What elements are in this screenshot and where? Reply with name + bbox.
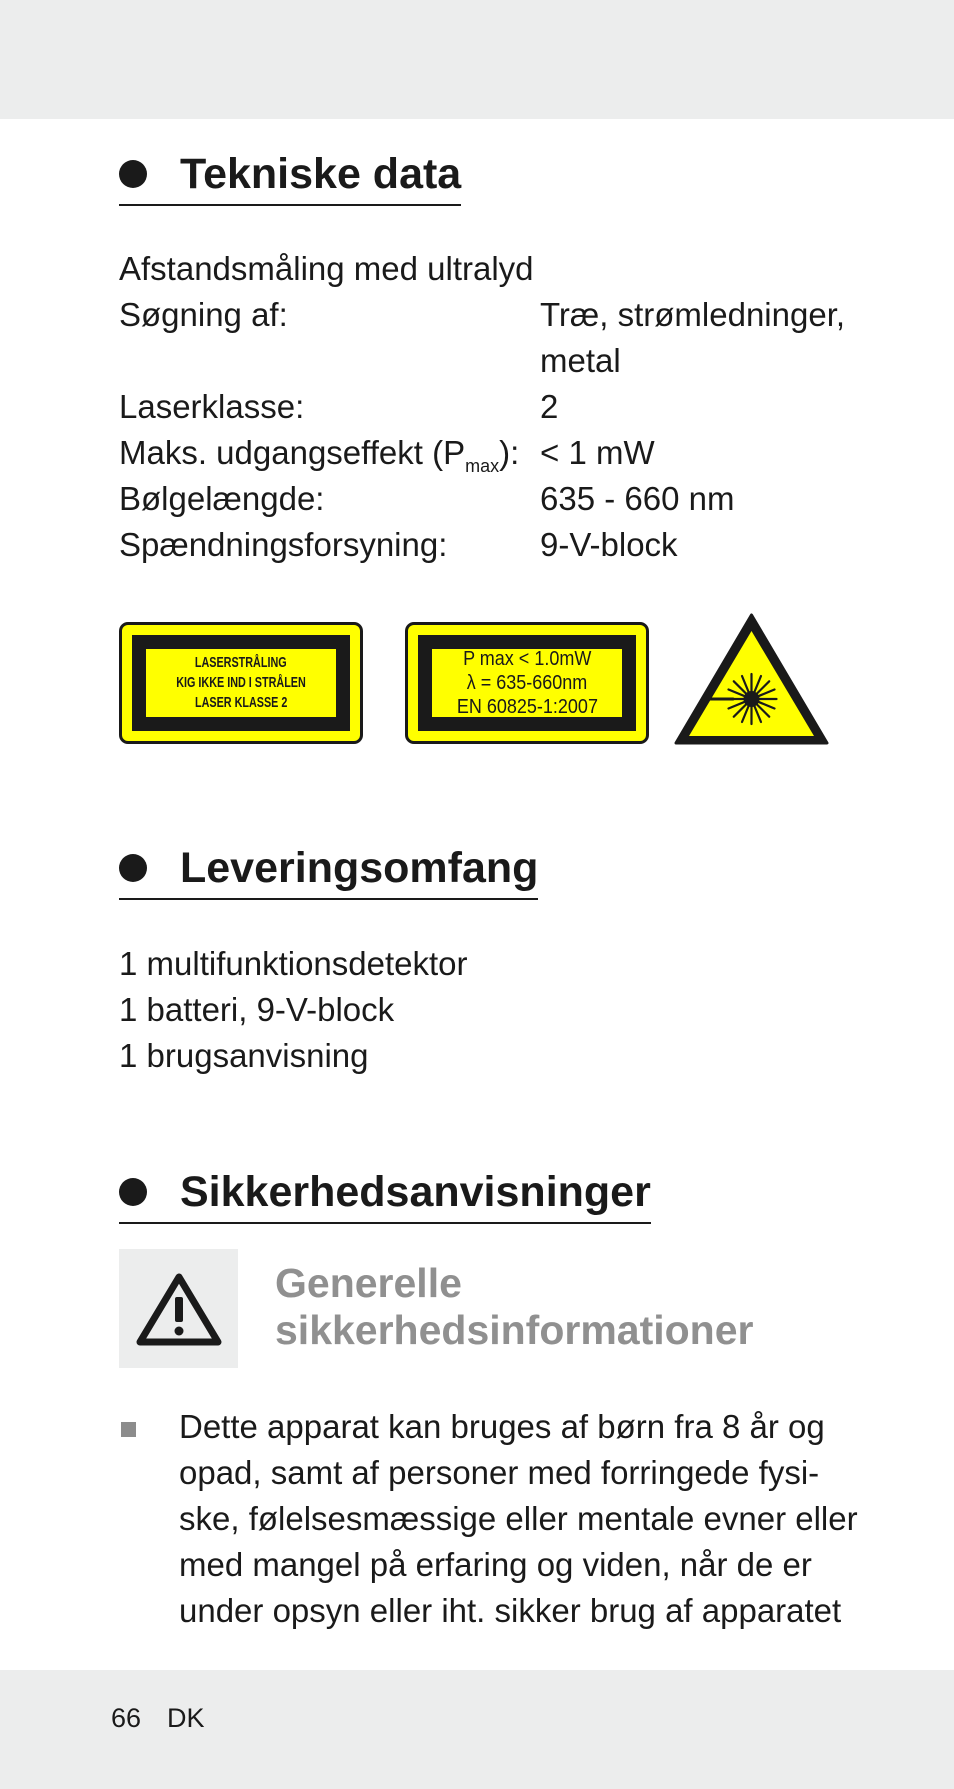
spec-label-pre: Maks. udgangseffekt (P bbox=[119, 434, 466, 471]
spec-label: Bølgelængde: bbox=[119, 480, 325, 517]
laser-spec-line: EN 60825-1:2007 bbox=[456, 696, 598, 718]
language-code: DK bbox=[167, 1703, 205, 1733]
laser-spec-line: λ = 635-660nm bbox=[466, 672, 588, 694]
laser-warning-label-frame bbox=[132, 635, 350, 731]
top-band bbox=[0, 0, 954, 119]
laser-spec-line: P max < 1.0mW bbox=[462, 648, 592, 670]
subheading-line: sikkerhedsinformationer bbox=[275, 1307, 754, 1353]
section-heading-safety bbox=[119, 1166, 651, 1224]
paragraph-line: med mangel på erfaring og viden, når de er bbox=[179, 1546, 812, 1583]
spec-value: 2 bbox=[540, 388, 559, 425]
bullet-dot bbox=[119, 854, 147, 882]
laser-hazard-icon bbox=[673, 612, 830, 746]
laser-warning-label-text bbox=[146, 649, 336, 717]
heading-safety: Sikkerhedsanvisninger bbox=[180, 1168, 651, 1216]
bullet-dot bbox=[119, 1178, 147, 1206]
subheading-line: Generelle bbox=[275, 1260, 462, 1306]
delivery-list bbox=[119, 941, 468, 1079]
spec-label: Søgning af: bbox=[119, 296, 288, 333]
list-item: 1 brugsanvisning bbox=[119, 1037, 369, 1074]
square-bullet bbox=[121, 1422, 136, 1437]
spec-value: < 1 mW bbox=[540, 434, 655, 471]
laser-spec-label-frame bbox=[418, 635, 636, 731]
spec-value-line1: Træ, strømledninger, bbox=[540, 296, 846, 333]
bullet-dot bbox=[119, 160, 147, 188]
safety-paragraph bbox=[179, 1404, 859, 1634]
spec-value: 635 - 660 nm bbox=[540, 480, 735, 517]
spec-label-post: ): bbox=[499, 434, 520, 471]
section-heading-technical bbox=[119, 148, 461, 206]
spec-label: Laserklasse: bbox=[119, 388, 305, 425]
heading-delivery: Leveringsomfang bbox=[180, 844, 539, 892]
page-number: 66 bbox=[111, 1703, 142, 1733]
list-item: 1 multifunktionsdetektor bbox=[119, 945, 468, 982]
spec-value-line2: metal bbox=[540, 342, 621, 379]
subheading-general-safety bbox=[275, 1260, 754, 1354]
paragraph-line: ske, følelsesmæssige eller mentale evner eller bbox=[179, 1500, 858, 1537]
list-item: 1 batteri, 9-V-block bbox=[119, 991, 395, 1028]
section-heading-delivery bbox=[119, 842, 538, 900]
laser-warning-label bbox=[119, 622, 363, 744]
spec-intro: Afstandsmåling med ultralyd bbox=[119, 250, 534, 287]
laser-warning-line: KIG IKKE IND I STRÅLEN bbox=[176, 674, 306, 691]
page-footer bbox=[111, 1700, 205, 1736]
laser-warning-line: LASER KLASSE 2 bbox=[194, 694, 288, 711]
laser-spec-label-text bbox=[432, 649, 622, 717]
laser-warning-line: LASERSTRÅLING bbox=[195, 654, 287, 671]
paragraph-line: Dette apparat kan bruges af børn fra 8 år og bbox=[179, 1408, 825, 1445]
laser-spec-label bbox=[405, 622, 649, 744]
warning-box bbox=[119, 1249, 238, 1368]
spec-value bbox=[540, 292, 845, 384]
warning-triangle-icon bbox=[135, 1271, 223, 1347]
paragraph-line: opad, samt af personer med forringede fysi- bbox=[179, 1454, 820, 1491]
heading-technical: Tekniske data bbox=[180, 150, 462, 198]
spec-label: Spændningsforsyning: bbox=[119, 526, 448, 563]
paragraph-line: under opsyn eller iht. sikker brug af apparatet bbox=[179, 1592, 842, 1629]
spec-label-subscript: max bbox=[465, 456, 500, 476]
spec-value: 9-V-block bbox=[540, 526, 678, 563]
